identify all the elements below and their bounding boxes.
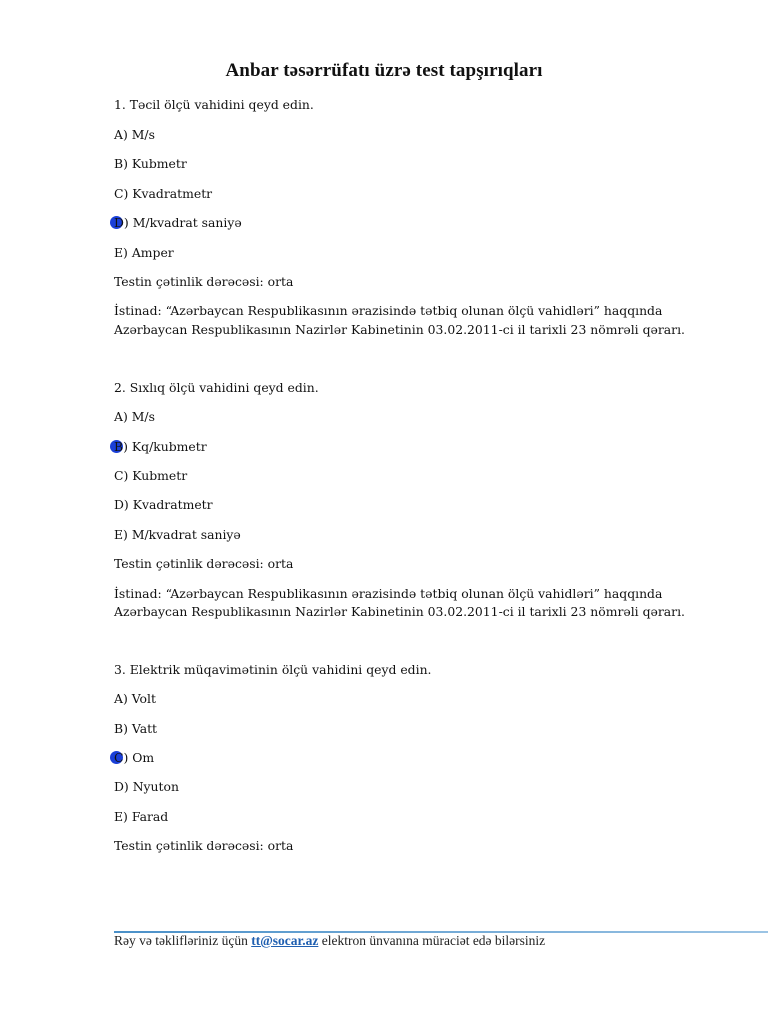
question-2-reference-line-1: İstinad: “Azərbaycan Respublikasının ərazisində tətbiq olunan ölçü vahidləri” haqqında (114, 586, 663, 601)
question-1-option-b: B) Kubmetr (114, 156, 187, 171)
footer-email-link[interactable]: tt@socar.az (251, 933, 319, 948)
question-1-difficulty: Testin çətinlik dərəcəsi: orta (114, 274, 294, 289)
question-3-text: 3. Elektrik müqavimətinin ölçü vahidini qeyd edin. (114, 662, 432, 677)
question-2-option-b: B) Kq/kubmetr (114, 439, 207, 454)
question-1-option-e: E) Amper (114, 245, 174, 260)
question-3-option-c: C) Om (114, 750, 155, 765)
footer-note (114, 933, 545, 949)
question-1-reference-line-2: Azərbaycan Respublikasının Nazirlər Kabinetinin 03.02.2011-ci il tarixli 23 nömrəli qərarı. (114, 322, 685, 337)
question-3-option-e: E) Farad (114, 809, 169, 824)
question-2-option-d: D) Kvadratmetr (114, 497, 213, 512)
question-1-reference-line-1: İstinad: “Azərbaycan Respublikasının ərazisində tətbiq olunan ölçü vahidləri” haqqında (114, 303, 663, 318)
question-3-option-d: D) Nyuton (114, 779, 179, 794)
question-2-option-c: C) Kubmetr (114, 468, 188, 483)
question-1-text: 1. Təcil ölçü vahidini qeyd edin. (114, 97, 314, 112)
footer-text-before: Rəy və təklifləriniz üçün (114, 933, 252, 948)
question-3-difficulty: Testin çətinlik dərəcəsi: orta (114, 838, 294, 853)
page-title: Anbar təsərrüfatı üzrə test tapşırıqları (225, 60, 543, 81)
question-2-reference-line-2: Azərbaycan Respublikasının Nazirlər Kabinetinin 03.02.2011-ci il tarixli 23 nömrəli qərarı. (114, 604, 685, 619)
question-1-option-d: D) M/kvadrat saniyə (114, 215, 242, 230)
question-3-option-a: A) Volt (114, 691, 156, 706)
question-2-text: 2. Sıxlıq ölçü vahidini qeyd edin. (114, 380, 319, 395)
question-3-option-b: B) Vatt (114, 721, 158, 736)
footer-text-after: elektron ünvanına müraciət edə bilərsiniz (318, 933, 546, 948)
question-2-option-a: A) M/s (114, 409, 155, 424)
question-2-difficulty: Testin çətinlik dərəcəsi: orta (114, 556, 294, 571)
question-2-option-e: E) M/kvadrat saniyə (114, 527, 241, 542)
question-1-option-a: A) M/s (114, 127, 155, 142)
question-1-option-c: C) Kvadratmetr (114, 186, 213, 201)
